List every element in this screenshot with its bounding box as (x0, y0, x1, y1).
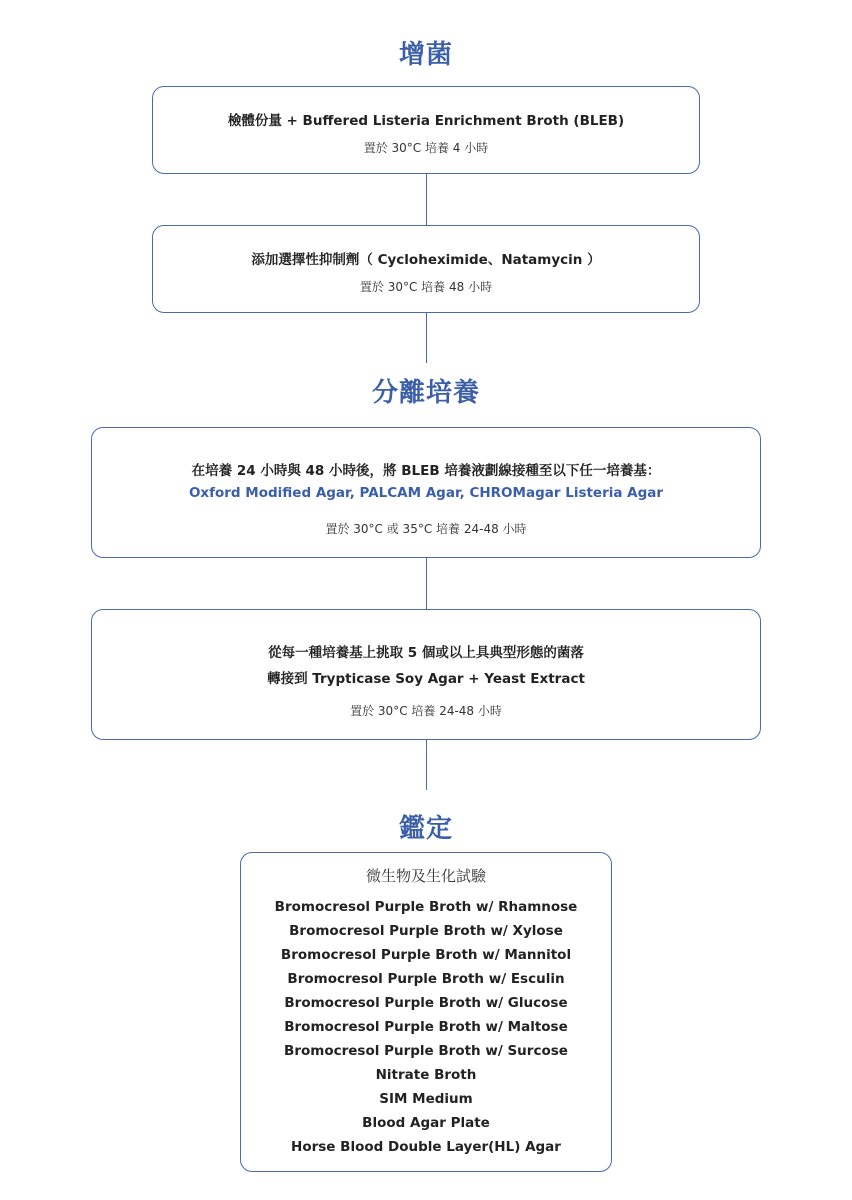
test-item: Bromocresol Purple Broth w/ Glucose (284, 995, 568, 1011)
step-4-line-1: 從每一種培養基上挑取 5 個或以上具典型形態的菌落 (268, 645, 584, 661)
connector-4 (426, 740, 427, 790)
test-item: Bromocresol Purple Broth w/ Rhamnose (274, 899, 578, 915)
tests-box (240, 852, 612, 1172)
connector-3 (426, 558, 427, 609)
step-3-condition: 置於 30°C 或 35°C 培養 24-48 小時 (325, 522, 527, 536)
tests-header: 微生物及生化試驗 (365, 867, 486, 885)
test-item: Blood Agar Plate (362, 1115, 490, 1131)
test-item: Bromocresol Purple Broth w/ Surcose (284, 1043, 568, 1059)
test-item: Bromocresol Purple Broth w/ Mannitol (280, 947, 572, 963)
step-box-2 (152, 225, 700, 313)
test-item: Bromocresol Purple Broth w/ Esculin (287, 971, 565, 987)
connector-2 (426, 313, 427, 363)
test-item: SIM Medium (379, 1091, 473, 1107)
step-2-condition: 置於 30°C 培養 48 小時 (359, 280, 493, 294)
test-item: Horse Blood Double Layer(HL) Agar (291, 1139, 561, 1155)
section-title-enrichment: 增菌 (398, 40, 453, 70)
section-title-identification: 鑑定 (398, 814, 453, 844)
section-title-isolation: 分離培養 (371, 378, 480, 408)
step-3-media: Oxford Modified Agar, PALCAM Agar, CHROMagar Listeria Agar (188, 485, 664, 501)
step-2-title: 添加選擇性抑制劑（ Cycloheximide、Natamycin ） (251, 252, 601, 268)
connector-1 (426, 174, 427, 225)
step-box-4 (91, 609, 761, 740)
step-box-3 (91, 427, 761, 558)
test-item: Nitrate Broth (375, 1067, 477, 1083)
step-4-condition: 置於 30°C 培養 24-48 小時 (350, 704, 502, 718)
step-1-title: 檢體份量 + Buffered Listeria Enrichment Broth (BLEB) (227, 113, 625, 129)
step-3-title: 在培養 24 小時與 48 小時後，將 BLEB 培養液劃線接種至以下任一培養基： (191, 463, 661, 479)
step-box-1 (152, 86, 700, 174)
step-4-line-2: 轉接到 Trypticase Soy Agar + Yeast Extract (267, 671, 585, 687)
test-item: Bromocresol Purple Broth w/ Xylose (289, 923, 563, 939)
test-item: Bromocresol Purple Broth w/ Maltose (284, 1019, 568, 1035)
step-1-condition: 置於 30°C 培養 4 小時 (363, 141, 489, 155)
